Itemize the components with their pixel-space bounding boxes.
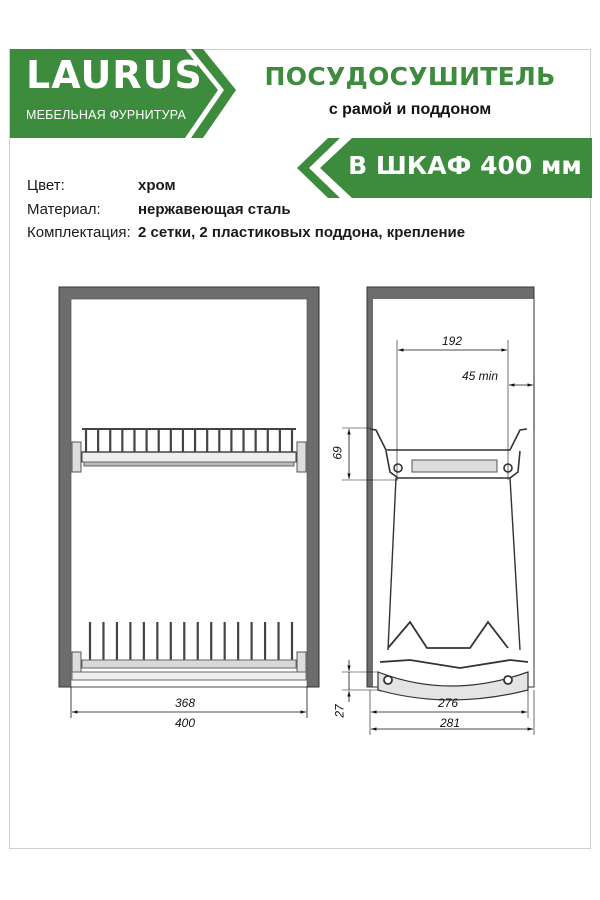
side-view bbox=[342, 287, 534, 735]
upper-rack bbox=[72, 429, 306, 472]
size-badge: В ШКАФ 400 мм bbox=[348, 151, 582, 180]
cabinet-top bbox=[71, 287, 307, 299]
dim-side-gap: 45 min bbox=[462, 369, 499, 383]
dim-side-outer: 281 bbox=[440, 716, 461, 730]
spec-value: хром bbox=[138, 177, 176, 194]
dim-side-top: 192 bbox=[442, 334, 463, 348]
side-upper-basket bbox=[370, 429, 527, 478]
spec-label: Цвет: bbox=[27, 177, 65, 194]
dim-side-bottom-height: 27 bbox=[332, 704, 347, 718]
spec-value: 2 сетки, 2 пластиковых поддона, крепление bbox=[138, 224, 466, 241]
spec-value: нержавеющая сталь bbox=[138, 200, 291, 218]
dim-front-outer: 400 bbox=[175, 716, 196, 730]
brand-tagline: МЕБЕЛЬНАЯ ФУРНИТУРА bbox=[26, 108, 187, 122]
dim-side-height: 69 bbox=[330, 446, 345, 460]
brand-logo: LAURUS bbox=[26, 53, 203, 97]
lower-rack bbox=[72, 622, 306, 680]
side-lower-basket bbox=[378, 622, 528, 700]
spec-label: Материал: bbox=[27, 200, 101, 218]
product-subtitle: с рамой и поддоном bbox=[328, 101, 492, 118]
dim-side-inner: 276 bbox=[438, 696, 459, 710]
product-title: ПОСУДОСУШИТЕЛЬ bbox=[264, 62, 556, 91]
spec-label: Комплектация: bbox=[27, 224, 131, 241]
dim-front-inner: 368 bbox=[175, 696, 196, 710]
cabinet-right-wall bbox=[307, 287, 319, 687]
front-view bbox=[59, 287, 319, 718]
cabinet-left-wall bbox=[59, 287, 71, 687]
